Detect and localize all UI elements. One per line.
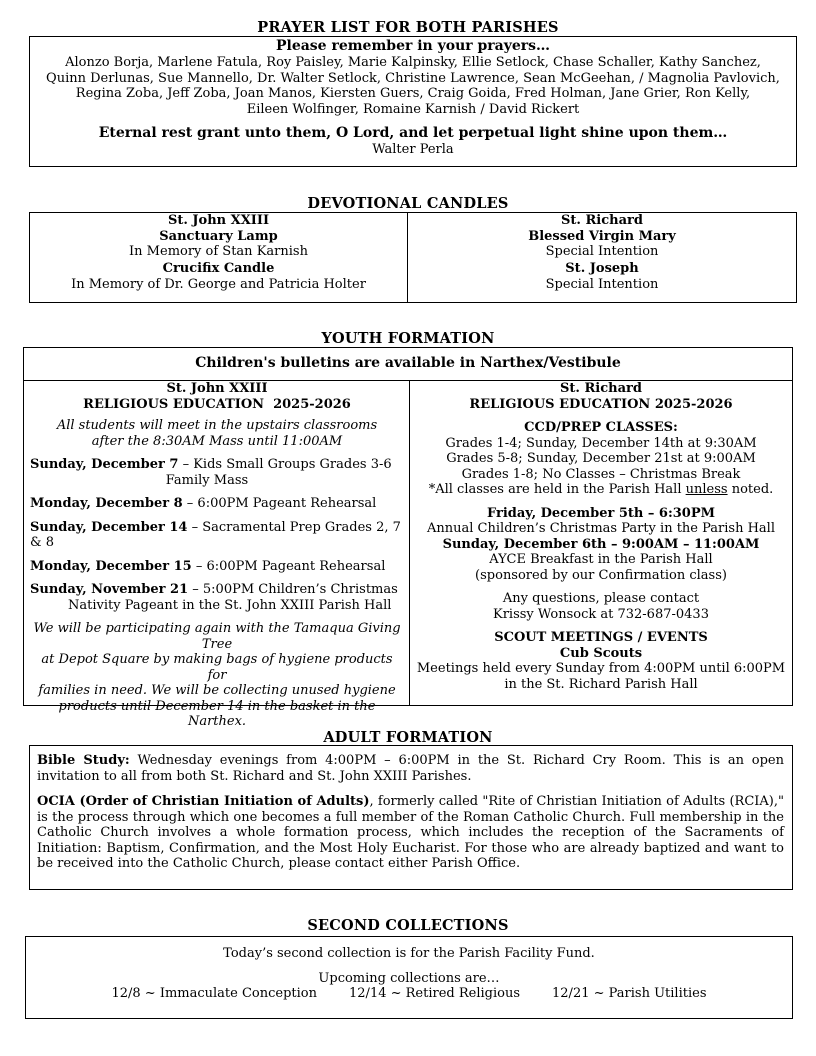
candles-left-parish: St. John XXIII xyxy=(167,213,270,228)
breakfast-title: Sunday, December 6th – 9:00AM – 11:00AM xyxy=(442,536,760,552)
adult-box xyxy=(29,745,793,890)
ccd-line: Grades 5-8; Sunday, December 21st at 9:00AM xyxy=(446,451,756,466)
today-collection: Today’s second collection is for the Parish Facility Fund. xyxy=(223,946,595,961)
collections-section-title: SECOND COLLECTIONS xyxy=(307,917,509,934)
youth-left-note: after the 8:30AM Mass until 11:00AM xyxy=(91,433,343,449)
youth-left-event: Sunday, December 7 – Kids Small Groups Grades 3-6 xyxy=(30,457,392,472)
candles-right-item1: Blessed Virgin Mary xyxy=(528,228,676,244)
adult-section-title: ADULT FORMATION xyxy=(323,729,493,746)
youth-left-column xyxy=(30,381,404,730)
giving-tree-line: at Depot Square by making bags of hygiene products for xyxy=(41,652,393,683)
ccd-line: Grades 1-8; No Classes – Christmas Break xyxy=(461,466,741,482)
party-desc: Annual Children’s Christmas Party in the Parish Hall xyxy=(427,521,775,536)
prayer-box xyxy=(29,36,797,167)
contact-line: Any questions, please contact xyxy=(502,591,700,606)
scout-desc: in the St. Richard Parish Hall xyxy=(504,676,698,692)
upcoming-label: Upcoming collections are… xyxy=(318,970,500,986)
ccd-title: CCD/PREP CLASSES: xyxy=(524,420,678,435)
youth-left-event: Monday, December 8 – 6:00PM Pageant Rehearsal xyxy=(30,496,377,511)
youth-left-parish: St. John XXIII xyxy=(166,381,268,396)
prayer-names-line: Eileen Wolfinger, Romaine Karnish / David Rickert xyxy=(246,101,580,117)
candles-left-memo2: In Memory of Dr. George and Patricia Holter xyxy=(71,277,366,292)
youth-left-event-cont: Nativity Pageant in the St. John XXIII Parish Hall xyxy=(68,597,392,613)
scout-title: SCOUT MEETINGS / EVENTS xyxy=(494,630,708,645)
youth-left-program: RELIGIOUS EDUCATION 2025-2026 xyxy=(83,396,351,412)
collection-item: 12/14 ~ Retired Religious xyxy=(349,986,521,1001)
giving-tree-line: families in need. We will be collecting unused hygiene xyxy=(38,683,396,698)
youth-left-event: Monday, December 15 – 6:00PM Pageant Rehearsal xyxy=(30,558,386,574)
candles-right-memo1: Special Intention xyxy=(545,244,659,259)
prayer-heading: Please remember in your prayers… xyxy=(275,38,551,54)
scout-subtitle: Cub Scouts xyxy=(559,645,643,661)
ocia-paragraph: OCIA (Order of Christian Initiation of Adults), formerly called "Rite of Christian Initiation of Adults (RCIA)," is the process through which one becomes a full member of the Roman Catholic Church. Full membership in the Catholic Church involves a whole formation process, which includes the reception of the Sacraments of Initiation: Baptism, Confirmation, and the Most Holy Eucharist. For those who are already baptized and want to be received into the Catholic Church, please contact either Parish Office. xyxy=(37,794,784,871)
breakfast-desc: AYCE Breakfast in the Parish Hall xyxy=(489,552,713,567)
candles-left-item2: Crucifix Candle xyxy=(162,260,275,276)
prayer-names-line: Regina Zoba, Jeff Zoba, Joan Manos, Kiersten Guers, Craig Goida, Fred Holman, Jane Grier, Ron Kelly, xyxy=(75,86,751,101)
youth-left-event-cont: Family Mass xyxy=(165,472,249,488)
youth-left-event: Sunday, November 21 – 5:00PM Children’s Christmas xyxy=(30,582,398,597)
party-title: Friday, December 5th – 6:30PM xyxy=(486,505,716,521)
upcoming-list xyxy=(26,986,792,1002)
youth-box xyxy=(23,347,793,729)
youth-section-title: YOUTH FORMATION xyxy=(321,330,495,347)
candles-left-memo1: In Memory of Stan Karnish xyxy=(129,244,308,259)
youth-left-note: All students will meet in the upstairs classrooms xyxy=(56,418,378,433)
candles-left-column xyxy=(30,213,407,302)
candles-section-title: DEVOTIONAL CANDLES xyxy=(307,195,509,212)
scout-desc: Meetings held every Sunday from 4:00PM until 6:00PM xyxy=(416,661,786,676)
youth-right-column xyxy=(410,381,792,692)
collection-item: 12/8 ~ Immaculate Conception xyxy=(111,986,318,1001)
ccd-line: Grades 1-4; Sunday, December 14th at 9:30AM xyxy=(445,435,757,451)
giving-tree-line: products until December 14 in the basket in the Narthex. xyxy=(58,698,376,729)
breakfast-desc: (sponsored by our Confirmation class) xyxy=(475,567,727,583)
youth-right-parish: St. Richard xyxy=(560,381,642,396)
eternal-rest-line: Eternal rest grant unto them, O Lord, and let perpetual light shine upon them… xyxy=(98,125,728,141)
giving-tree-line: We will be participating again with the Tamaqua Giving Tree xyxy=(33,621,401,652)
contact-line: Krissy Wonsock at 732-687-0433 xyxy=(493,606,709,622)
candles-right-item2: St. Joseph xyxy=(565,260,639,276)
ccd-note: *All classes are held in the Parish Hall unless noted. xyxy=(428,482,774,497)
deceased-name: Walter Perla xyxy=(372,142,454,157)
candles-right-parish: St. Richard xyxy=(561,213,643,228)
collection-item: 12/21 ~ Parish Utilities xyxy=(552,986,707,1001)
bulletin-banner: Children's bulletins are available in Narthex/Vestibule xyxy=(195,355,621,371)
candles-right-column xyxy=(408,213,796,302)
youth-right-program: RELIGIOUS EDUCATION 2025-2026 xyxy=(469,396,733,412)
prayer-names-line: Quinn Derlunas, Sue Mannello, Dr. Walter Setlock, Christine Lawrence, Sean McGeehan, / Magnolia Pavlovich, xyxy=(46,70,780,86)
candles-right-memo2: Special Intention xyxy=(545,277,659,292)
bible-study-paragraph: Bible Study: Wednesday evenings from 4:00PM – 6:00PM in the St. Richard Cry Room. This is an open invitation to all from both St. Richard and St. John XXIII Parishes. xyxy=(37,753,784,784)
collections-box xyxy=(25,936,793,1019)
candles-box xyxy=(29,212,797,303)
prayer-section-title: PRAYER LIST FOR BOTH PARISHES xyxy=(257,19,559,36)
youth-left-event: Sunday, December 14 – Sacramental Prep Grades 2, 7 & 8 xyxy=(30,519,401,550)
prayer-names-line: Alonzo Borja, Marlene Fatula, Roy Paisley, Marie Kalpinsky, Ellie Setlock, Chase Schaller, Kathy Sanchez, xyxy=(65,55,761,70)
candles-left-item1: Sanctuary Lamp xyxy=(159,228,278,244)
